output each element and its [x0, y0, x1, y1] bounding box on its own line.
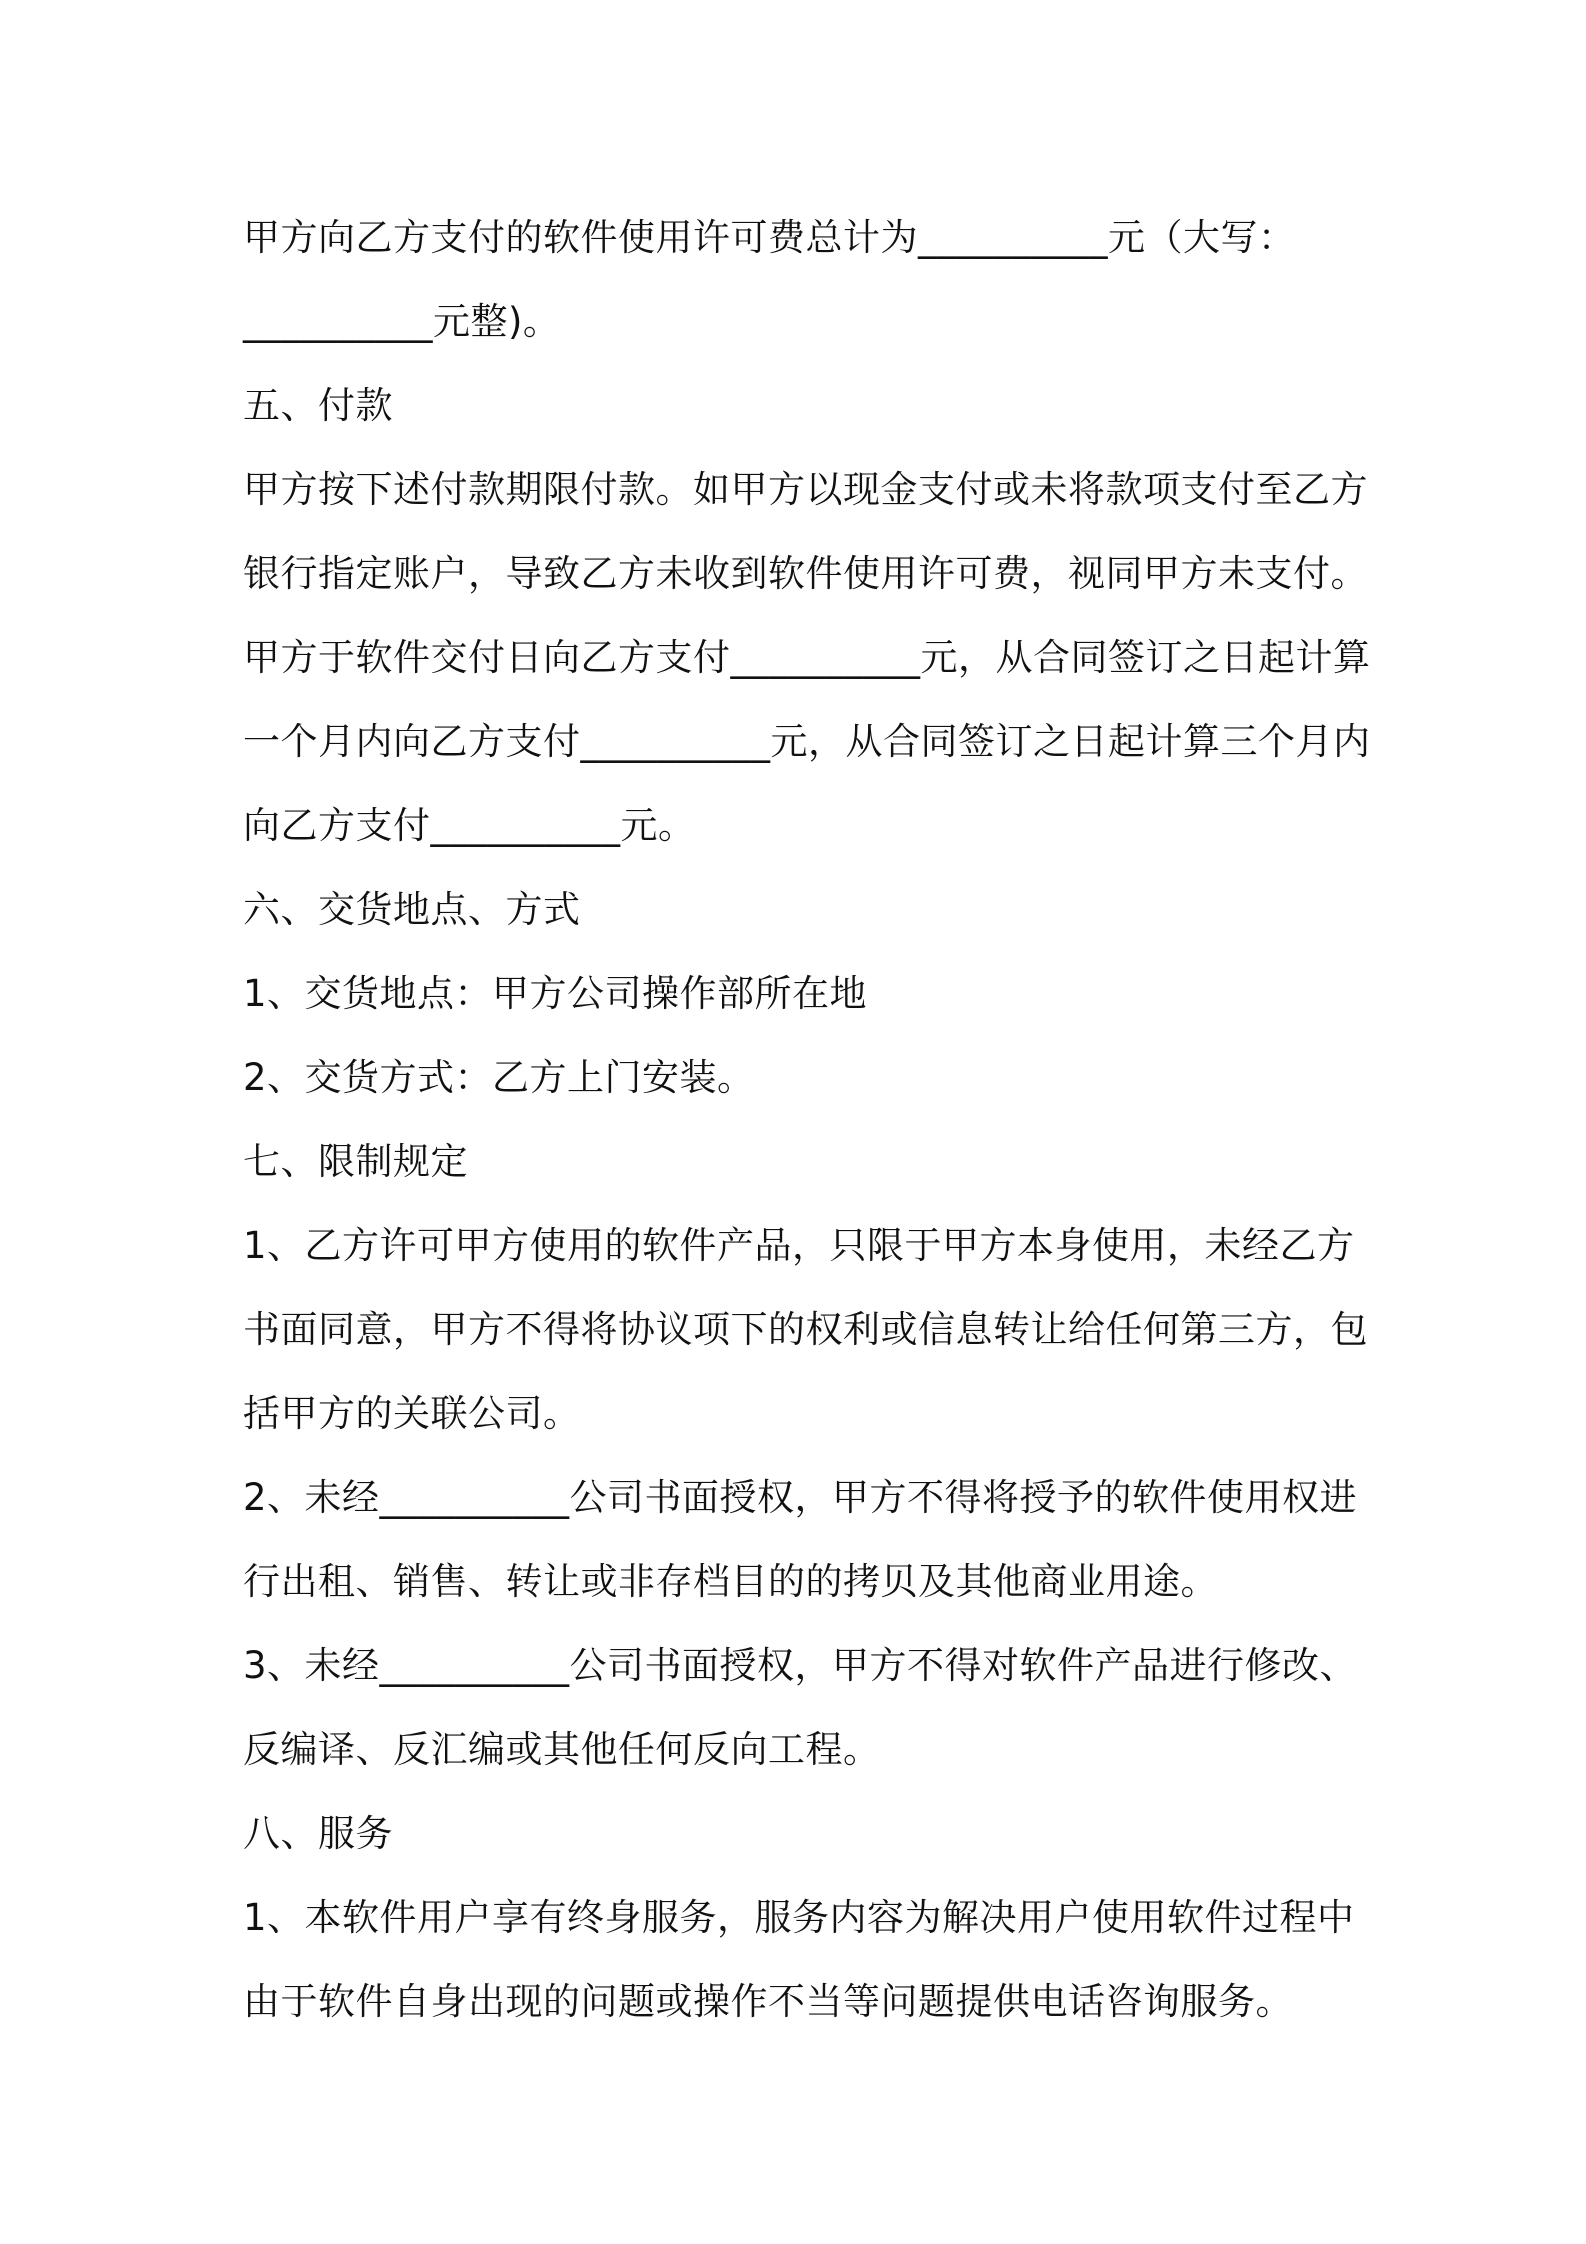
- section-heading-delivery: 六、交货地点、方式: [243, 888, 581, 931]
- restriction-item-1-line: 括甲方的关联公司。: [243, 1392, 581, 1435]
- license-fee-line: 甲方向乙方支付的软件使用许可费总计为__________元（大写：: [243, 216, 1296, 259]
- restriction-item-3-line: 3、未经__________公司书面授权，甲方不得对软件产品进行修改、: [243, 1644, 1358, 1687]
- delivery-method-item: 2、交货方式：乙方上门安装。: [243, 1056, 755, 1099]
- restriction-item-1-line: 书面同意，甲方不得将协议项下的权利或信息转让给任何第三方，包: [243, 1308, 1368, 1351]
- section-heading-service: 八、服务: [243, 1812, 393, 1855]
- section-heading-payment: 五、付款: [243, 384, 393, 427]
- restriction-item-1-line: 1、乙方许可甲方使用的软件产品，只限于甲方本身使用，未经乙方: [243, 1224, 1355, 1267]
- restriction-item-2-line: 行出租、销售、转让或非存档目的的拷贝及其他商业用途。: [243, 1560, 1218, 1603]
- payment-paragraph-line: 一个月内向乙方支付__________元，从合同签订之日起计算三个月内: [243, 720, 1371, 763]
- license-fee-capital-line: __________元整)。: [243, 300, 561, 343]
- section-heading-restrictions: 七、限制规定: [243, 1140, 468, 1183]
- payment-paragraph-line: 甲方按下述付款期限付款。如甲方以现金支付或未将款项支付至乙方: [243, 468, 1368, 511]
- delivery-location-item: 1、交货地点：甲方公司操作部所在地: [243, 972, 868, 1015]
- document-body: [243, 196, 1371, 2044]
- payment-paragraph-line: 向乙方支付__________元。: [243, 804, 696, 847]
- restriction-item-2-line: 2、未经__________公司书面授权，甲方不得将授予的软件使用权进: [243, 1476, 1358, 1519]
- restriction-item-3-line: 反编译、反汇编或其他任何反向工程。: [243, 1728, 881, 1771]
- payment-paragraph-line: 甲方于软件交付日向乙方支付__________元，从合同签订之日起计算: [243, 636, 1371, 679]
- service-item-1-line: 由于软件自身出现的问题或操作不当等问题提供电话咨询服务。: [243, 1980, 1293, 2023]
- service-item-1-line: 1、本软件用户享有终身服务，服务内容为解决用户使用软件过程中: [243, 1896, 1355, 1939]
- payment-paragraph-line: 银行指定账户，导致乙方未收到软件使用许可费，视同甲方未支付。: [243, 552, 1368, 595]
